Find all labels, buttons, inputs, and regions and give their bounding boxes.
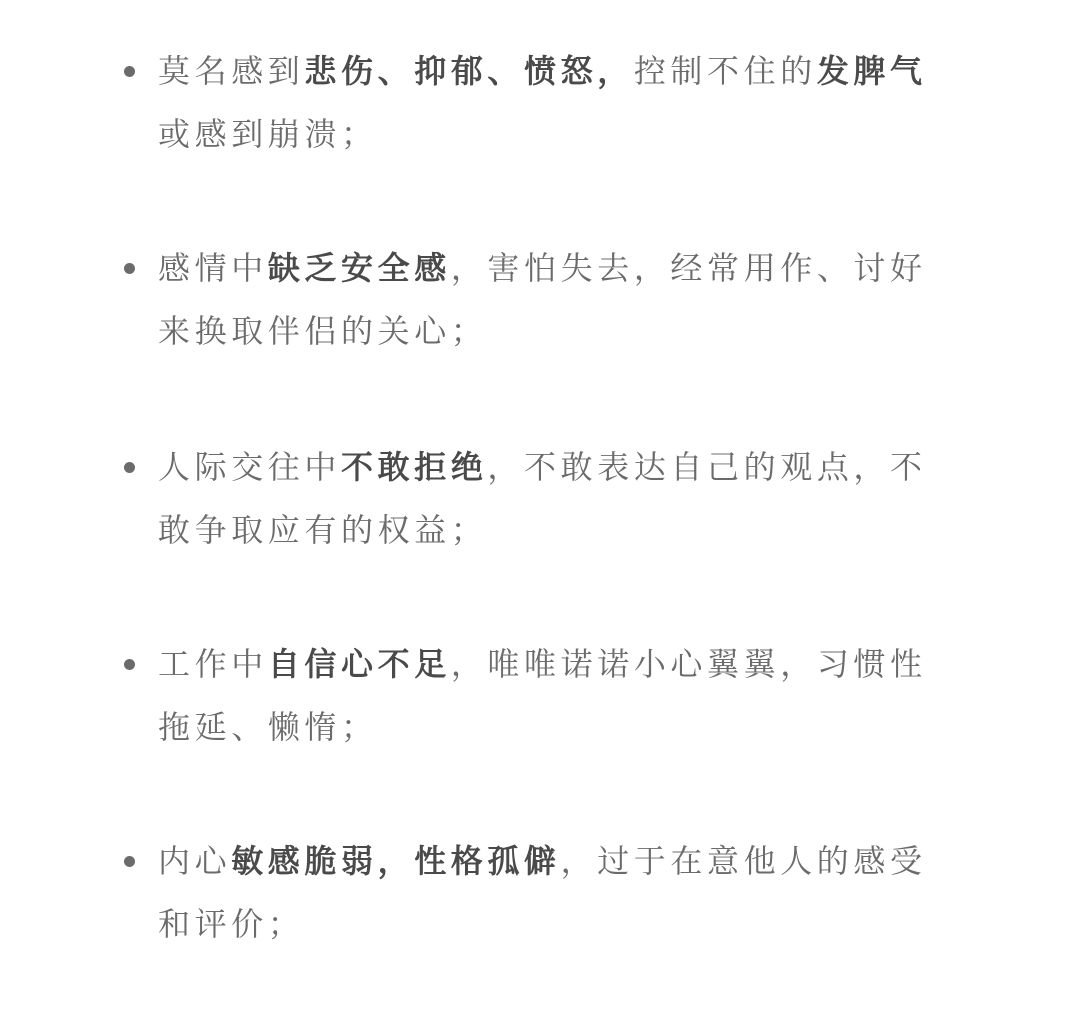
text-segment: 控制不住的 bbox=[633, 52, 817, 90]
emphasis-text: 缺乏安全感 bbox=[267, 249, 451, 287]
list-item bbox=[158, 40, 970, 166]
emphasis-text: 不敢拒绝 bbox=[341, 448, 488, 486]
list-item bbox=[158, 830, 970, 956]
text-segment: 或感到崩溃； bbox=[158, 115, 378, 153]
list-item bbox=[158, 436, 970, 562]
list-item-line bbox=[158, 40, 970, 103]
bullet-dot-icon bbox=[124, 462, 135, 473]
text-segment: 来换取伴侣的关心； bbox=[158, 312, 488, 350]
bullet-dot-icon bbox=[124, 856, 135, 867]
text-segment: 拖延、懒惰； bbox=[158, 708, 378, 746]
text-segment: 内心 bbox=[158, 842, 232, 880]
text-segment: 和评价； bbox=[158, 905, 305, 943]
text-segment: ，害怕失去，经常用作、讨好 bbox=[450, 249, 927, 287]
text-segment: ，唯唯诺诺小心翼翼，习惯性 bbox=[450, 645, 927, 683]
bullet-dot-icon bbox=[124, 263, 135, 274]
text-segment: 敢争取应有的权益； bbox=[158, 511, 488, 549]
list-item-line bbox=[158, 696, 970, 759]
list-item-line bbox=[158, 300, 970, 363]
list-item-line bbox=[158, 633, 970, 696]
list-item-line bbox=[158, 103, 970, 166]
text-segment: 工作中 bbox=[158, 645, 268, 683]
text-segment: 人际交往中 bbox=[158, 448, 342, 486]
text-segment: 莫名感到 bbox=[158, 52, 305, 90]
list-item-line bbox=[158, 893, 970, 956]
text-segment: ，不敢表达自己的观点，不 bbox=[487, 448, 927, 486]
list-item-line bbox=[158, 237, 970, 300]
emphasis-text: 敏感脆弱，性格孤僻 bbox=[231, 842, 561, 880]
list-item-line bbox=[158, 436, 970, 499]
text-segment: ，过于在意他人的感受 bbox=[560, 842, 927, 880]
list-item bbox=[158, 633, 970, 759]
list-item-line bbox=[158, 830, 970, 893]
emphasis-text: 发脾气 bbox=[816, 52, 927, 90]
list-item-line bbox=[158, 499, 970, 562]
emphasis-text: 自信心不足 bbox=[267, 645, 451, 683]
text-segment: 感情中 bbox=[158, 249, 268, 287]
emphasis-text: 悲伤、抑郁、愤怒， bbox=[304, 52, 634, 90]
bullet-dot-icon bbox=[124, 659, 135, 670]
list-item bbox=[158, 237, 970, 363]
bullet-dot-icon bbox=[124, 66, 135, 77]
